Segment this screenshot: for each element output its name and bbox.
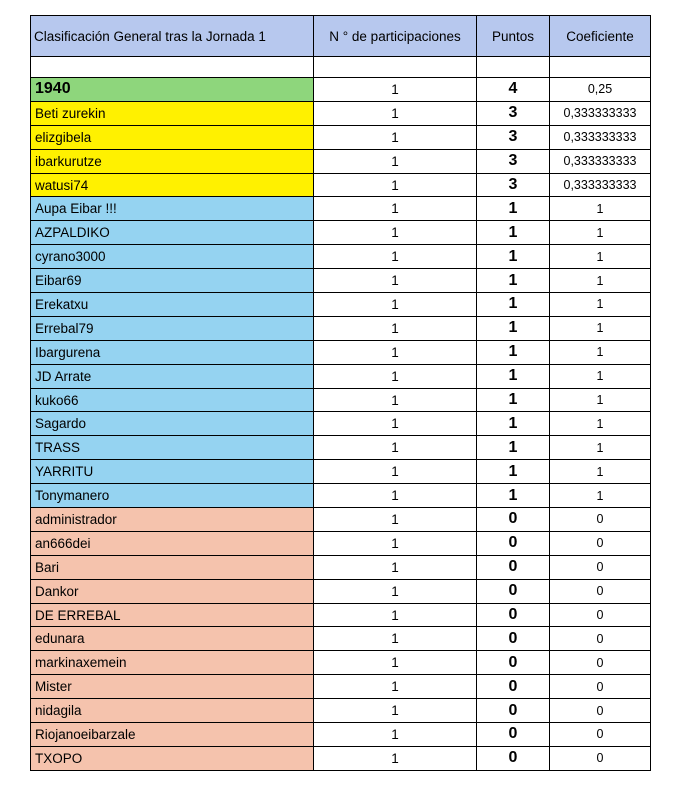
participant-name: elizgibela (31, 125, 314, 149)
participant-name: Eibar69 (31, 269, 314, 293)
coefficient-cell: 1 (550, 340, 651, 364)
participant-name: Mister (31, 675, 314, 699)
coefficient-cell: 0 (550, 603, 651, 627)
points-cell: 0 (477, 579, 550, 603)
participations-cell: 1 (314, 101, 477, 125)
points-cell: 1 (477, 316, 550, 340)
coefficient-cell: 1 (550, 364, 651, 388)
points-cell: 0 (477, 508, 550, 532)
participant-name: YARRITU (31, 460, 314, 484)
coefficient-cell: 0 (550, 555, 651, 579)
participant-name: TXOPO (31, 746, 314, 770)
header-row (31, 16, 651, 57)
participations-cell: 1 (314, 197, 477, 221)
points-cell: 0 (477, 555, 550, 579)
coefficient-cell: 1 (550, 412, 651, 436)
spacer-row (31, 57, 651, 78)
points-cell: 0 (477, 675, 550, 699)
table-row (31, 388, 651, 412)
participations-cell: 1 (314, 508, 477, 532)
table-row (31, 746, 651, 770)
points-cell: 3 (477, 173, 550, 197)
participant-name: nidagila (31, 699, 314, 723)
header-coefficient: Coeficiente (550, 16, 651, 57)
table-body (31, 57, 651, 771)
table-row (31, 555, 651, 579)
participant-name: Errebal79 (31, 316, 314, 340)
coefficient-cell: 0 (550, 675, 651, 699)
points-cell: 0 (477, 651, 550, 675)
participant-name: watusi74 (31, 173, 314, 197)
participations-cell: 1 (314, 412, 477, 436)
coefficient-cell: 1 (550, 221, 651, 245)
participant-name: TRASS (31, 436, 314, 460)
points-cell: 3 (477, 125, 550, 149)
table-row (31, 149, 651, 173)
points-cell: 1 (477, 340, 550, 364)
participations-cell: 1 (314, 78, 477, 102)
coefficient-cell: 1 (550, 269, 651, 293)
participations-cell: 1 (314, 746, 477, 770)
participations-cell: 1 (314, 436, 477, 460)
points-cell: 0 (477, 627, 550, 651)
table-row (31, 484, 651, 508)
participations-cell: 1 (314, 245, 477, 269)
table-row (31, 675, 651, 699)
coefficient-cell: 0 (550, 651, 651, 675)
coefficient-cell: 1 (550, 293, 651, 317)
participations-cell: 1 (314, 699, 477, 723)
table-row (31, 197, 651, 221)
coefficient-cell: 0,333333333 (550, 173, 651, 197)
participant-name: Tonymanero (31, 484, 314, 508)
participant-name: Erekatxu (31, 293, 314, 317)
coefficient-cell: 0 (550, 508, 651, 532)
coefficient-cell: 0 (550, 723, 651, 747)
table-row (31, 316, 651, 340)
participant-name: edunara (31, 627, 314, 651)
participations-cell: 1 (314, 555, 477, 579)
participations-cell: 1 (314, 723, 477, 747)
coefficient-cell: 1 (550, 245, 651, 269)
points-cell: 1 (477, 484, 550, 508)
participations-cell: 1 (314, 484, 477, 508)
standings-table (30, 15, 651, 771)
participant-name: JD Arrate (31, 364, 314, 388)
table-row (31, 723, 651, 747)
participant-name: 1940 (31, 78, 314, 102)
points-cell: 1 (477, 388, 550, 412)
table-row (31, 245, 651, 269)
points-cell: 1 (477, 436, 550, 460)
participations-cell: 1 (314, 531, 477, 555)
participant-name: administrador (31, 508, 314, 532)
table-row (31, 412, 651, 436)
table-row (31, 651, 651, 675)
participant-name: DE ERREBAL (31, 603, 314, 627)
coefficient-cell: 0,333333333 (550, 125, 651, 149)
points-cell: 0 (477, 723, 550, 747)
coefficient-cell: 0 (550, 746, 651, 770)
table-row (31, 269, 651, 293)
participations-cell: 1 (314, 675, 477, 699)
table-row (31, 531, 651, 555)
table-row (31, 603, 651, 627)
points-cell: 3 (477, 149, 550, 173)
participant-name: an666dei (31, 531, 314, 555)
participant-name: kuko66 (31, 388, 314, 412)
coefficient-cell: 1 (550, 388, 651, 412)
table-row (31, 125, 651, 149)
participations-cell: 1 (314, 125, 477, 149)
coefficient-cell: 1 (550, 316, 651, 340)
table-row (31, 293, 651, 317)
participant-name: AZPALDIKO (31, 221, 314, 245)
participant-name: Riojanoeibarzale (31, 723, 314, 747)
table-row (31, 78, 651, 102)
participations-cell: 1 (314, 221, 477, 245)
table-row (31, 173, 651, 197)
table-row (31, 340, 651, 364)
points-cell: 1 (477, 221, 550, 245)
participant-name: cyrano3000 (31, 245, 314, 269)
table-row (31, 460, 651, 484)
table-row (31, 579, 651, 603)
points-cell: 1 (477, 245, 550, 269)
participant-name: Ibargurena (31, 340, 314, 364)
points-cell: 1 (477, 460, 550, 484)
header-name: Clasificación General tras la Jornada 1 (31, 16, 314, 57)
participant-name: Aupa Eibar !!! (31, 197, 314, 221)
participant-name: ibarkurutze (31, 149, 314, 173)
participations-cell: 1 (314, 579, 477, 603)
points-cell: 0 (477, 699, 550, 723)
points-cell: 1 (477, 364, 550, 388)
coefficient-cell: 0 (550, 579, 651, 603)
participations-cell: 1 (314, 388, 477, 412)
header-participations: N ° de participaciones (314, 16, 477, 57)
coefficient-cell: 1 (550, 460, 651, 484)
participations-cell: 1 (314, 269, 477, 293)
participations-cell: 1 (314, 627, 477, 651)
participations-cell: 1 (314, 293, 477, 317)
points-cell: 0 (477, 531, 550, 555)
participant-name: Sagardo (31, 412, 314, 436)
participant-name: Bari (31, 555, 314, 579)
points-cell: 0 (477, 603, 550, 627)
coefficient-cell: 1 (550, 436, 651, 460)
points-cell: 1 (477, 269, 550, 293)
participations-cell: 1 (314, 173, 477, 197)
coefficient-cell: 0 (550, 699, 651, 723)
coefficient-cell: 0 (550, 531, 651, 555)
coefficient-cell: 0 (550, 627, 651, 651)
participations-cell: 1 (314, 316, 477, 340)
coefficient-cell: 0,333333333 (550, 101, 651, 125)
coefficient-cell: 0,25 (550, 78, 651, 102)
table-row (31, 221, 651, 245)
participations-cell: 1 (314, 651, 477, 675)
participant-name: Dankor (31, 579, 314, 603)
points-cell: 4 (477, 78, 550, 102)
participations-cell: 1 (314, 364, 477, 388)
table-row (31, 508, 651, 532)
participations-cell: 1 (314, 460, 477, 484)
table-row (31, 436, 651, 460)
points-cell: 0 (477, 746, 550, 770)
coefficient-cell: 0,333333333 (550, 149, 651, 173)
coefficient-cell: 1 (550, 484, 651, 508)
points-cell: 1 (477, 293, 550, 317)
coefficient-cell: 1 (550, 197, 651, 221)
participations-cell: 1 (314, 340, 477, 364)
table-row (31, 699, 651, 723)
points-cell: 1 (477, 197, 550, 221)
header-points: Puntos (477, 16, 550, 57)
table-row (31, 627, 651, 651)
table-row (31, 364, 651, 388)
participant-name: markinaxemein (31, 651, 314, 675)
points-cell: 1 (477, 412, 550, 436)
participant-name: Beti zurekin (31, 101, 314, 125)
participations-cell: 1 (314, 149, 477, 173)
points-cell: 3 (477, 101, 550, 125)
participations-cell: 1 (314, 603, 477, 627)
table-row (31, 101, 651, 125)
